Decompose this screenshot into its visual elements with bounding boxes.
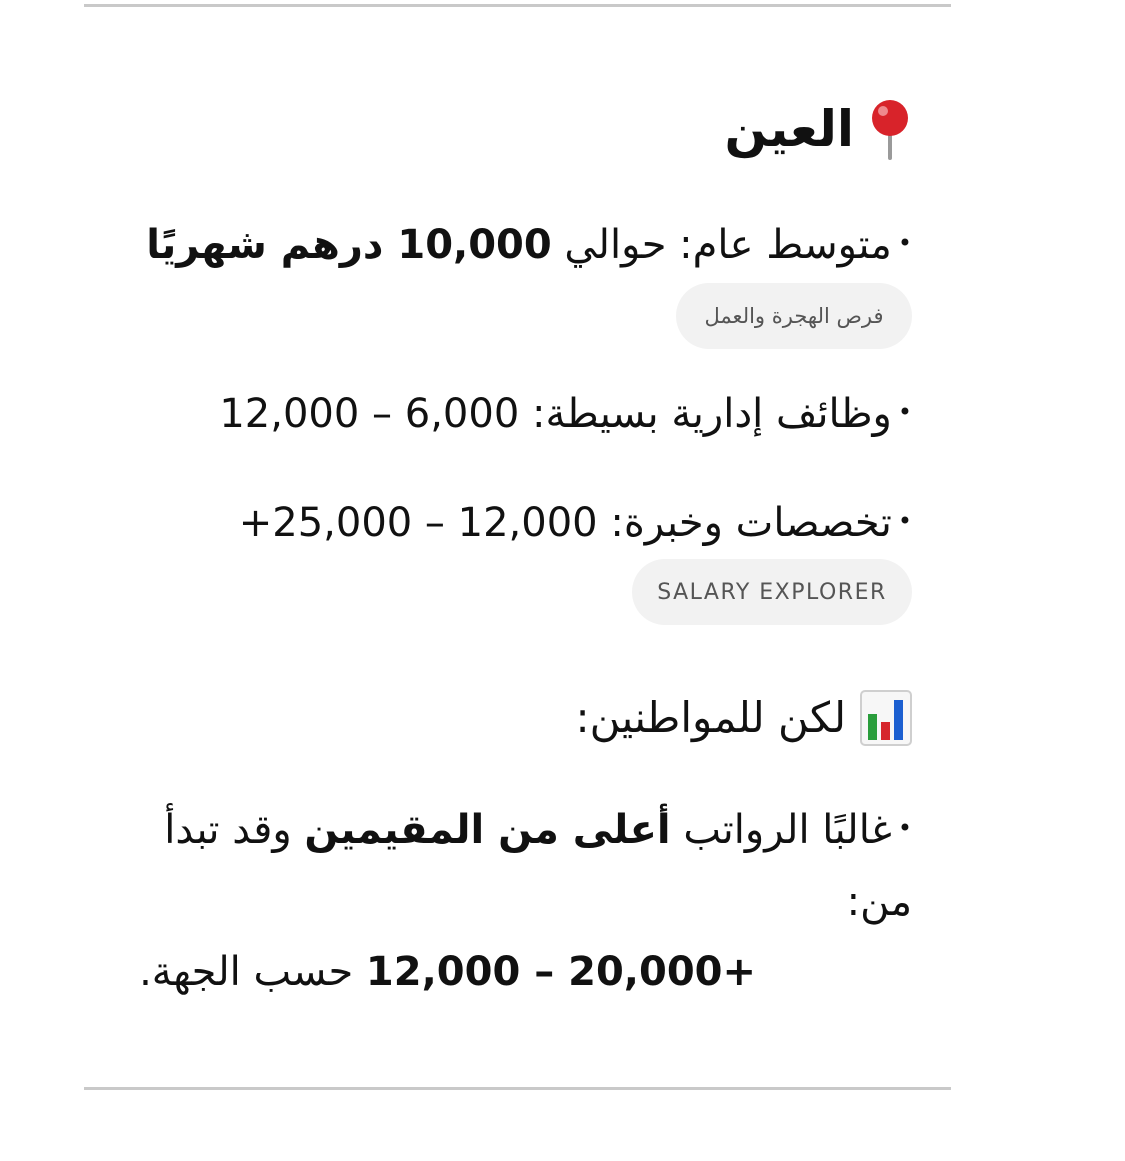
section-heading-citizens xyxy=(84,690,912,746)
section-title: العين xyxy=(724,100,854,158)
source-chip-hijra-work[interactable]: فرص الهجرة والعمل xyxy=(676,283,912,349)
source-chip-salary-explorer[interactable]: SALARY EXPLORER xyxy=(632,559,912,625)
bottom-divider xyxy=(84,1087,951,1090)
top-divider xyxy=(84,4,951,7)
bullet: • xyxy=(897,398,912,426)
list-item-continuation: 12,000 – 20,000+ حسب الجهة. xyxy=(139,949,756,995)
bullet: • xyxy=(897,814,912,842)
list-item: •متوسط عام: حوالي 10,000 درهم شهريًا xyxy=(146,222,912,268)
list-item: •تخصصات وخبرة: 12,000 – 25,000+ xyxy=(238,500,912,546)
bar-chart-icon xyxy=(860,690,912,746)
list-item-continuation: من: xyxy=(846,879,912,925)
pushpin-icon xyxy=(868,98,912,160)
list-item: •غالبًا الرواتب أعلى من المقيمين وقد تبدأ xyxy=(164,807,912,853)
section-heading-al-ain xyxy=(84,98,912,160)
list-item: •وظائف إدارية بسيطة: 6,000 – 12,000 xyxy=(219,391,912,437)
section-title: لكن للمواطنين: xyxy=(575,693,846,742)
bullet: • xyxy=(897,229,912,257)
bullet: • xyxy=(897,507,912,535)
